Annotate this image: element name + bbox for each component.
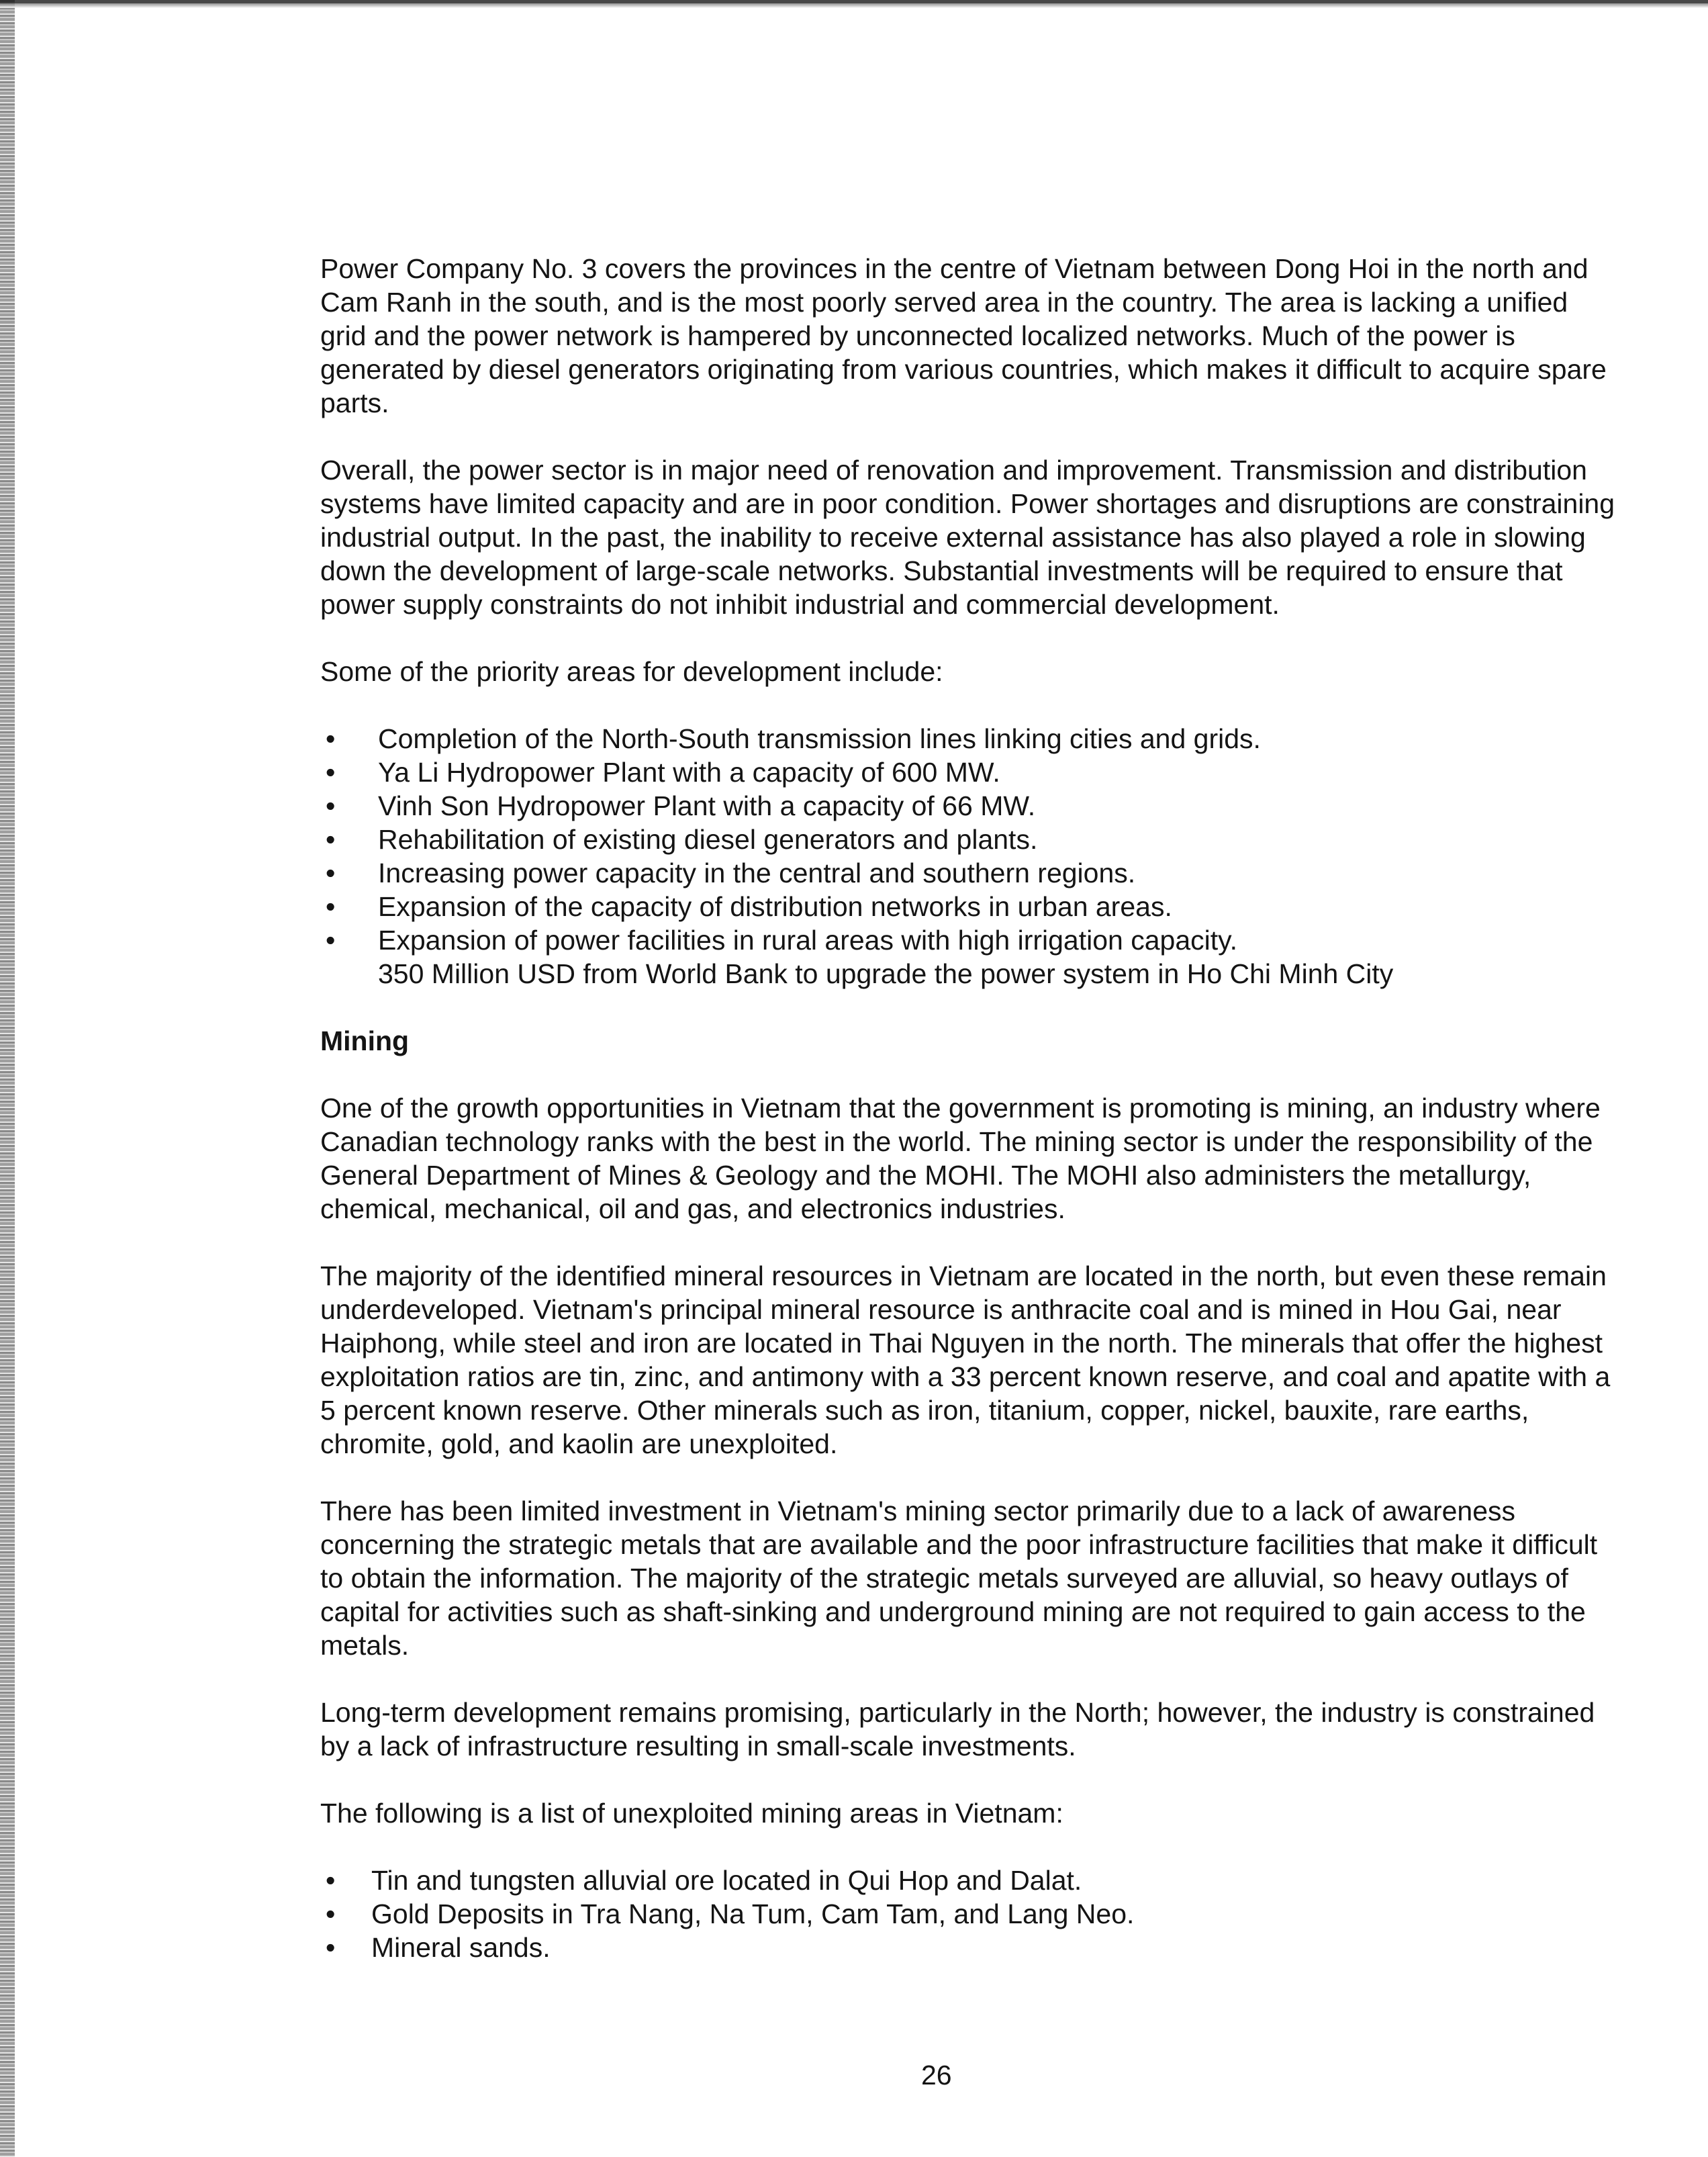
paragraph-mining-opportunity: One of the growth opportunities in Vietnam that the government is promoting is mining, an industry where Canadian technology ranks with the best in the world. The mining sector is under the responsibility of the General Department of Mines & Geology and the MOHI. The MOHI also administers the metallurgy, chemical, mechanical, oil and gas, and electronics industries. [320, 1093, 1601, 1224]
paragraph-long-term-development: Long-term development remains promising, particularly in the North; however, the industry is constrained by a lack of infrastructure resulting in small-scale investments. [320, 1697, 1595, 1761]
list-item: • Mineral sands. [326, 1932, 551, 1963]
page-body [320, 252, 1616, 1998]
bullet-icon: • [326, 858, 336, 888]
page-number: 26 [921, 2060, 952, 2091]
list-item: • Expansion of power facilities in rural areas with high irrigation capacity. [326, 925, 1237, 956]
list-item: • Ya Li Hydropower Plant with a capacity of 600 MW. [326, 757, 1000, 788]
bullet-icon: • [326, 824, 336, 855]
bullet-icon: • [326, 1932, 336, 1963]
paragraph-mineral-resources: The majority of the identified mineral resources in Vietnam are located in the north, but even these remain underdeveloped. Vietnam's principal mineral resource is anthracite coal and is mined in Hou Gai, near Haiphong, while steel and iron are located in Thai Nguyen in the north. The minerals that offer the highest exploitation ratios are tin, zinc, and antimony with a 33 percent known reserve, and coal and apatite with a 5 percent known reserve. Other minerals such as iron, titanium, copper, nickel, bauxite, rare earths, chromite, gold, and kaolin are unexploited. [320, 1260, 1611, 1459]
bullet-icon: • [326, 790, 336, 821]
list-item: • Expansion of the capacity of distribution networks in urban areas. [326, 891, 1172, 922]
bullet-icon: • [326, 1898, 336, 1929]
paragraph-power-sector-overall: Overall, the power sector is in major need of renovation and improvement. Transmission and distribution systems have limited capacity and are in poor condition. Power shortages and disruptions are constraining industrial output. In the past, the inability to receive external assistance has also played a role in slowing down the development of large-scale networks. Substantial investments will be required to ensure that power supply constraints do not inhibit industrial and commercial development. [320, 455, 1615, 620]
priority-areas-list [320, 722, 1616, 991]
list-item: • Rehabilitation of existing diesel generators and plants. [326, 824, 1038, 855]
bullet-icon: • [326, 925, 336, 956]
paragraph-limited-investment: There has been limited investment in Vietnam's mining sector primarily due to a lack of awareness concerning the strategic metals that are available and the poor infrastructure facilities that make it difficult to obtain the information. The majority of the strategic metals surveyed are alluvial, so heavy outlays of capital for activities such as shaft-sinking and underground mining are not required to gain access to the metals. [320, 1496, 1598, 1661]
bullet-icon: • [326, 891, 336, 922]
bullet-icon: • [326, 757, 336, 788]
list-item: • Gold Deposits in Tra Nang, Na Tum, Cam Tam, and Lang Neo. [326, 1898, 1135, 1929]
scan-left-edge [0, 0, 15, 2157]
list-item: • Increasing power capacity in the central and southern regions. [326, 858, 1136, 888]
paragraph-priority-intro: Some of the priority areas for development include: [320, 656, 943, 687]
list-item-no-bullet: 350 Million USD from World Bank to upgrade the power system in Ho Chi Minh City [378, 958, 1394, 989]
paragraph-unexploited-intro: The following is a list of unexploited mining areas in Vietnam: [320, 1798, 1063, 1829]
list-item: • Completion of the North-South transmission lines linking cities and grids. [326, 723, 1261, 754]
section-heading-mining: Mining [320, 1025, 410, 1056]
paragraph-power-company-3: Power Company No. 3 covers the provinces in the centre of Vietnam between Dong Hoi in the north and Cam Ranh in the south, and is the most poorly served area in the country. The area is lacking a unified grid and the power network is hampered by unconnected localized networks. Much of the power is generated by diesel generators originating from various countries, which makes it difficult to acquire spare parts. [320, 253, 1607, 418]
unexploited-areas-list [320, 1864, 1616, 1964]
bullet-icon: • [326, 723, 336, 754]
list-item: • Vinh Son Hydropower Plant with a capacity of 66 MW. [326, 790, 1036, 821]
list-item: • Tin and tungsten alluvial ore located in Qui Hop and Dalat. [326, 1865, 1082, 1896]
bullet-icon: • [326, 1865, 336, 1896]
scan-top-edge [0, 0, 1708, 8]
